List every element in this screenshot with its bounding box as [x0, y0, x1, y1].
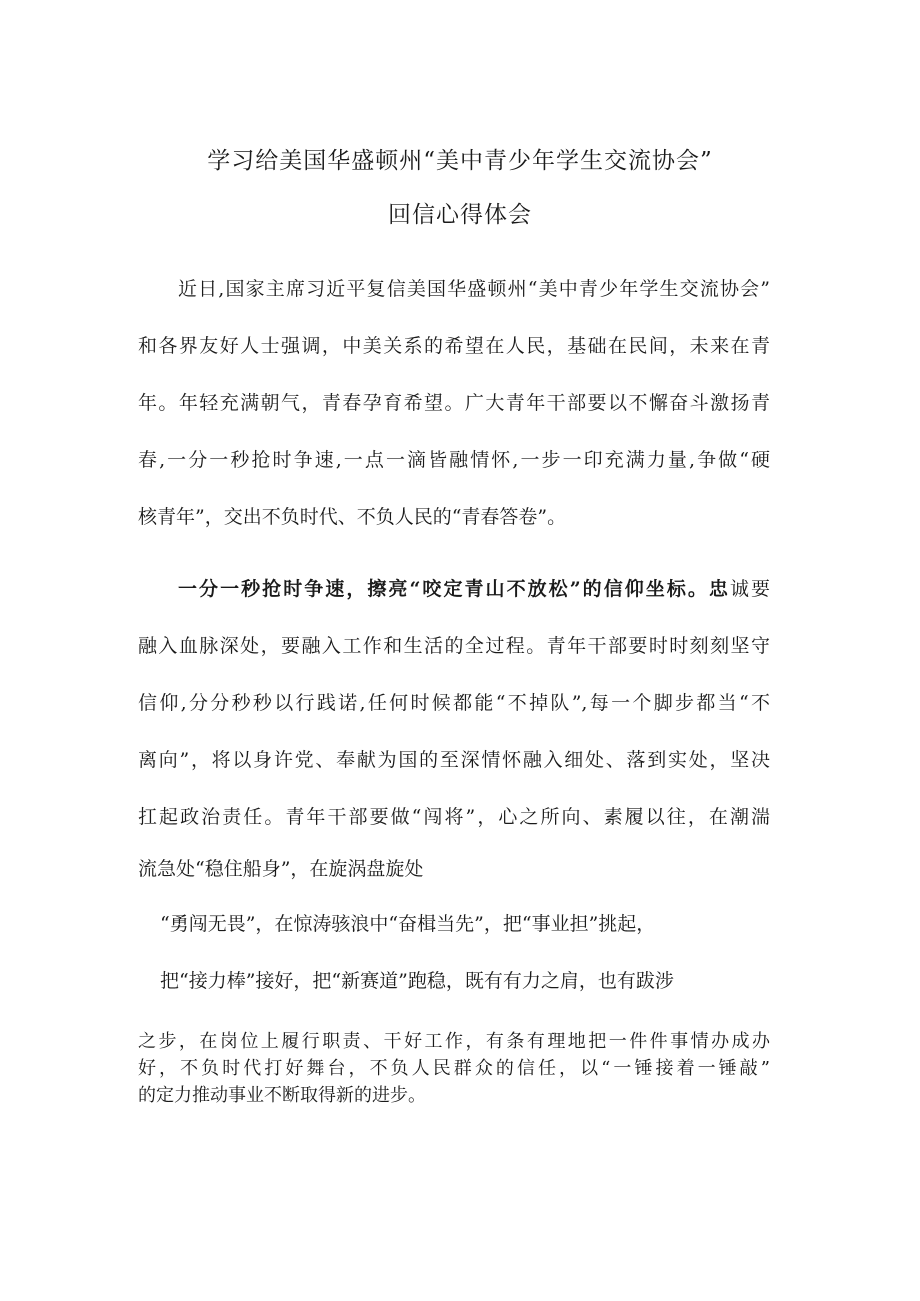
paragraph-5-line-3: 的定力推动事业不断取得新的进步。 — [138, 1085, 426, 1106]
paragraph-5-line-1: 之步，在岗位上履行职责、干好工作，有条有理地把一件件事情办成办 — [138, 1031, 770, 1052]
paragraph-2-line-1 — [178, 576, 770, 602]
paragraph-1-line-3: 年。年轻充满朝气，青春孕育希望。广大青年干部要以不懈奋斗激扬青 — [138, 392, 770, 414]
paragraph-1-line-4: 春,一分一秒抢时争速,一点一滴皆融情怀,一步一印充满力量,争做“硬 — [138, 449, 770, 471]
paragraph-3-line: “勇闯无畏”，在惊涛骇浪中“奋楫当先”，把“事业担”挑起， — [160, 913, 656, 935]
paragraph-2-heading: 一分一秒抢时争速，擦亮“咬定青山不放松”的信仰坐标。忠 — [178, 578, 730, 600]
title-line-1: 学习给美国华盛顿州“美中青少年学生交流协会” — [207, 148, 713, 174]
paragraph-2-line-3: 信仰,分分秒秒以行践诺,任何时候都能“不掉队”,每一个脚步都当“不 — [138, 692, 770, 714]
paragraph-1-line-1: 近日,国家主席习近平复信美国华盛顿州“美中青少年学生交流协会” — [178, 278, 770, 300]
paragraph-2-heading-tail: 诚要 — [729, 578, 770, 600]
paragraph-2-line-2: 融入血脉深处，要融入工作和生活的全过程。青年干部要时时刻刻坚守 — [138, 635, 770, 657]
paragraph-2-line-6: 流急处“稳住船身”，在旋涡盘旋处 — [138, 858, 424, 880]
paragraph-4-line: 把“接力棒”接好，把“新赛道”跑稳，既有有力之肩，也有跋涉 — [160, 970, 674, 992]
paragraph-1-line-5: 核青年”，交出不负时代、不负人民的“青春答卷”。 — [138, 506, 567, 528]
paragraph-5-line-2: 好，不负时代打好舞台，不负人民群众的信任，以“一锤接着一锤敲” — [138, 1058, 770, 1079]
paragraph-1-line-2: 和各界友好人士强调，中美关系的希望在人民，基础在民间，未来在青 — [138, 335, 770, 357]
title-line-2: 回信心得体会 — [388, 202, 532, 228]
paragraph-2-line-4: 离向”，将以身许党、奉献为国的至深情怀融入细处、落到实处，坚决 — [138, 749, 770, 771]
paragraph-2-line-5: 扛起政治责任。青年干部要做“闯将”，心之所向、素履以往，在潮湍 — [138, 806, 770, 828]
